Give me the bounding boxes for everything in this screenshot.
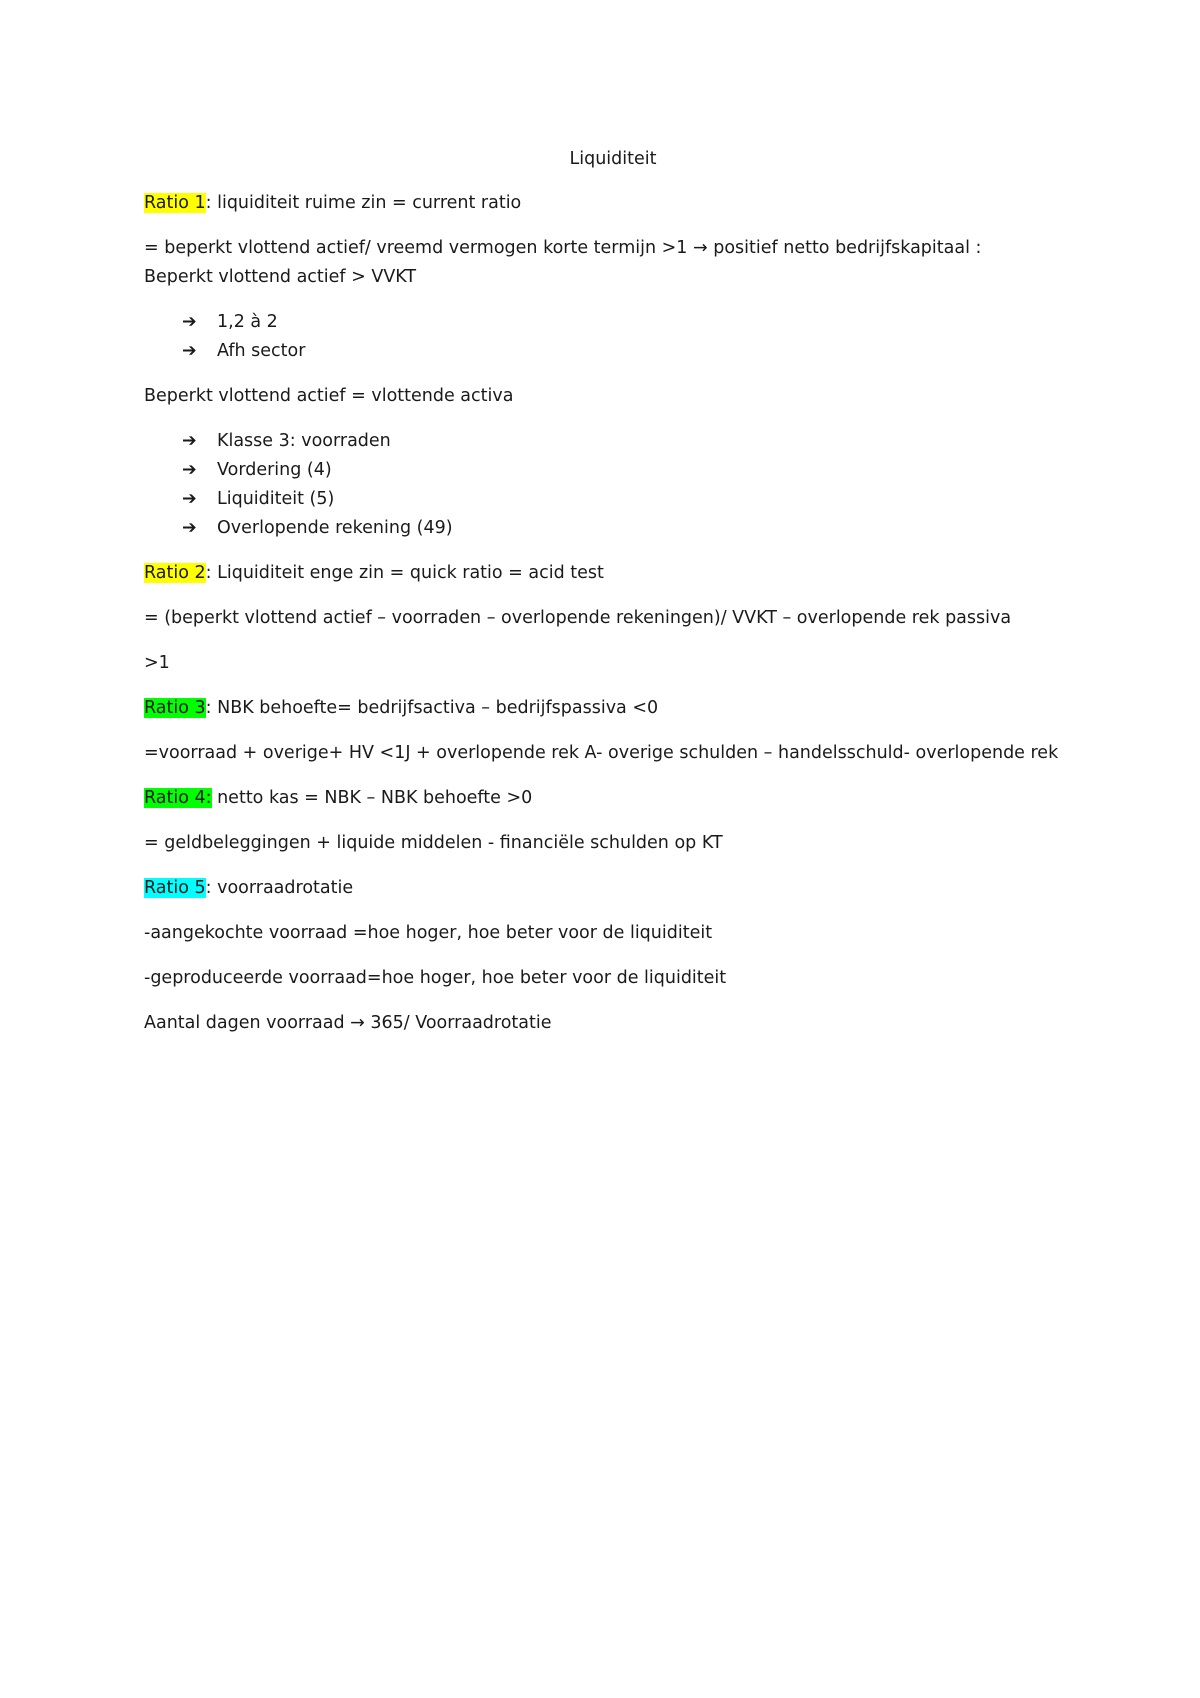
ratio5-label: Ratio 5 <box>144 878 206 898</box>
vlottend-definition: Beperkt vlottend actief = vlottende activa <box>144 386 514 406</box>
arrow-right-icon: → <box>350 1013 365 1033</box>
arrow-right-icon: → <box>692 238 708 258</box>
list-item-text: Liquiditeit (5) <box>217 489 335 509</box>
ratio5-line1: -aangekochte voorraad =hoe hoger, hoe beter voor de liquiditeit <box>144 923 713 943</box>
document-page <box>144 145 1064 1054</box>
list-item <box>144 308 1064 337</box>
arrow-bullet-icon: ➔ <box>182 431 197 451</box>
ratio1-formula-part-a: = beperkt vlottend actief/ vreemd vermogen korte termijn >1 <box>144 238 693 258</box>
list-item-text: 1,2 à 2 <box>217 312 278 332</box>
list-item-text: Afh sector <box>217 341 306 361</box>
ratio5-days-part-b: 365/ Voorraadrotatie <box>364 1013 552 1033</box>
ratio5-line2: -geproduceerde voorraad=hoe hoger, hoe beter voor de liquiditeit <box>144 968 727 988</box>
ratio1-formula <box>144 234 1064 292</box>
list-item <box>144 337 1064 366</box>
arrow-bullet-icon: ➔ <box>182 460 197 480</box>
ratio1-formula-part-b: positief netto bedrijfskapitaal : <box>707 238 982 258</box>
list-item-text: Overlopende rekening (49) <box>217 518 453 538</box>
ratio1-label: Ratio 1 <box>144 193 206 213</box>
ratio4-heading <box>144 784 1064 813</box>
ratio2-formula: = (beperkt vlottend actief – voorraden – overlopende rekeningen)/ VVKT – overlopende rek passiva <box>144 608 1012 628</box>
ratio3-formula: =voorraad + overige+ HV <1J + overlopende rek A- overige schulden – handelsschuld- overlopende rek <box>144 743 1059 763</box>
ratio4-formula: = geldbeleggingen + liquide middelen - financiële schulden op KT <box>144 833 723 853</box>
ratio1-text: : liquiditeit ruime zin = current ratio <box>205 193 522 213</box>
vlottend-bullet-list <box>144 427 1064 543</box>
ratio4-text: netto kas = NBK – NBK behoefte >0 <box>211 788 533 808</box>
ratio4-label: Ratio 4: <box>144 788 212 808</box>
arrow-bullet-icon: ➔ <box>182 312 197 332</box>
ratio3-heading <box>144 694 1064 723</box>
ratio3-text: : NBK behoefte= bedrijfsactiva – bedrijfspassiva <0 <box>205 698 659 718</box>
list-item-text: Klasse 3: voorraden <box>217 431 391 451</box>
ratio5-days <box>144 1009 1064 1038</box>
list-item <box>144 485 1064 514</box>
ratio2-text: : Liquiditeit enge zin = quick ratio = acid test <box>205 563 604 583</box>
arrow-bullet-icon: ➔ <box>182 341 197 361</box>
ratio2-condition: >1 <box>144 653 170 673</box>
list-item <box>144 514 1064 543</box>
page-title: Liquiditeit <box>569 149 657 169</box>
ratio3-label: Ratio 3 <box>144 698 206 718</box>
ratio2-heading <box>144 559 1064 588</box>
ratio5-heading <box>144 874 1064 903</box>
arrow-bullet-icon: ➔ <box>182 518 197 538</box>
list-item <box>144 456 1064 485</box>
ratio2-label: Ratio 2 <box>144 563 206 583</box>
ratio1-formula-part-c: Beperkt vlottend actief > VVKT <box>144 267 417 287</box>
ratio1-bullet-list <box>144 308 1064 366</box>
ratio5-text: : voorraadrotatie <box>205 878 354 898</box>
list-item <box>144 427 1064 456</box>
ratio5-days-part-a: Aantal dagen voorraad <box>144 1013 351 1033</box>
ratio1-heading <box>144 189 1064 218</box>
arrow-bullet-icon: ➔ <box>182 489 197 509</box>
list-item-text: Vordering (4) <box>217 460 332 480</box>
